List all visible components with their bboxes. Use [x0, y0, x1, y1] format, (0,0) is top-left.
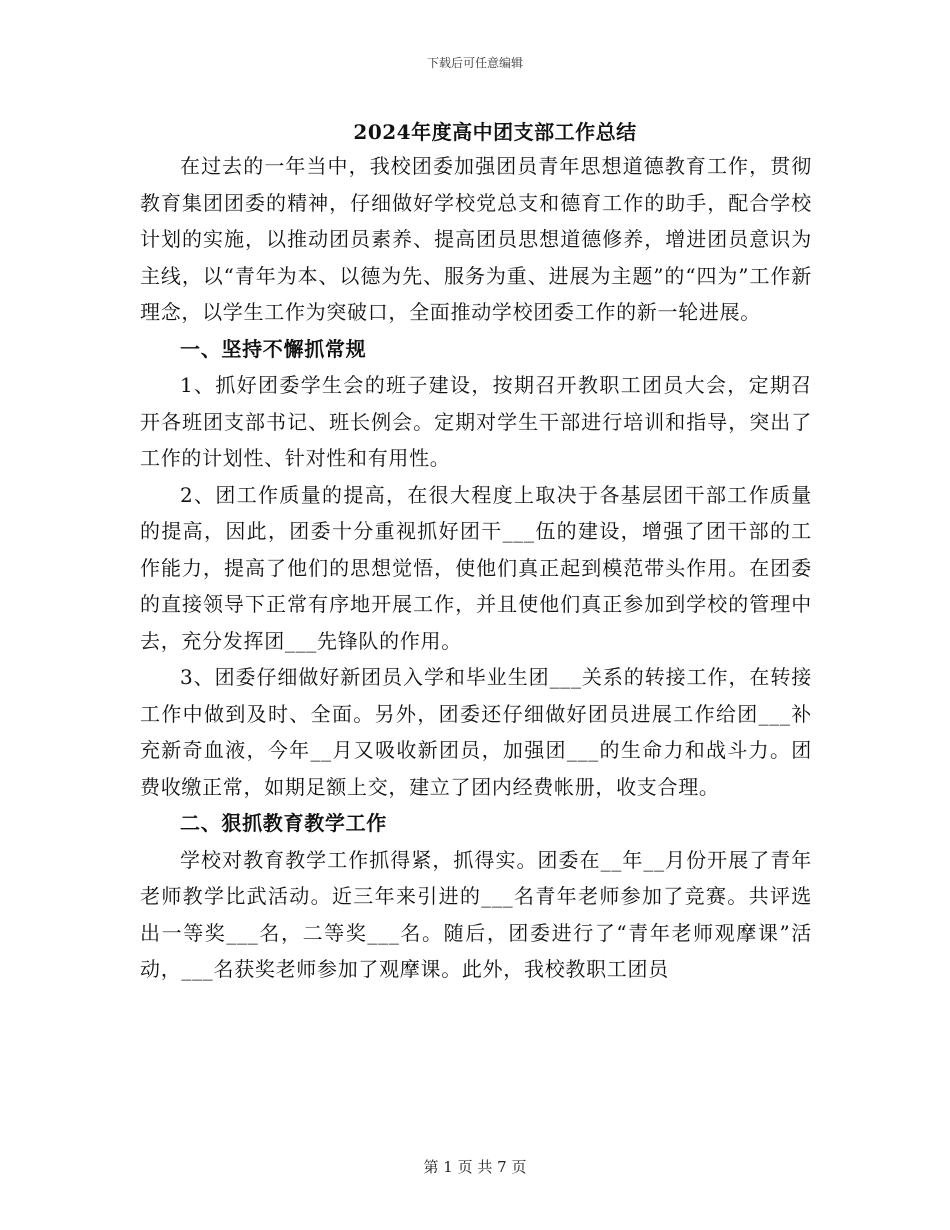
header-note: 下载后可任意编辑 — [426, 56, 523, 70]
page-number-footer: 第 1 页 共 7 页 — [423, 1158, 527, 1176]
section-1-heading: 一、坚持不懈抓常规 — [180, 336, 367, 361]
section-1-paragraph-1: 1、抓好团委学生会的班子建设，按期召开教职工团员大会，定期召开各班团支部书记、班长例会。定期对学生干部进行培训和指导，突出了工作的计划性、针对性和有用性。 — [140, 373, 812, 470]
section-1-paragraph-3: 3、团委仔细做好新团员入学和毕业生团___关系的转接工作，在转接工作中做到及时、全面。另外，团委还仔细做好团员进展工作给团___补充新奇血液，今年__月又吸收新团员，加强团___的生命力和战斗力。团费收缴正常，如期足额上交，建立了团内经费帐册，收支合理。 — [140, 665, 812, 799]
section-2-paragraph-1: 学校对教育教学工作抓得紧，抓得实。团委在__年__月份开展了青年老师教学比武活动。近三年来引进的___名青年老师参加了竞赛。共评选出一等奖___名，二等奖___名。随后，团委进行了“青年老师观摩课”活动，___名获奖老师参加了观摩课。此外，我校教职工团员 — [140, 847, 812, 981]
document-title: 2024年度高中团支部工作总结 — [353, 120, 637, 144]
section-2-heading: 二、狠抓教育教学工作 — [180, 811, 387, 835]
document-body — [140, 148, 812, 988]
section-1-paragraph-2: 2、团工作质量的提高，在很大程度上取决于各基层团干部工作质量的提高，因此，团委十分重视抓好团干___伍的建设，增强了团干部的工作能力，提高了他们的思想觉悟，使他们真正起到模范带头作用。在团委的直接领导下正常有序地开展工作，并且使他们真正参加到学校的管理中去，充分发挥团___先锋队的作用。 — [140, 482, 812, 653]
intro-paragraph: 在过去的一年当中，我校团委加强团员青年思想道德教育工作，贯彻教育集团团委的精神，仔细做好学校党总支和德育工作的助手，配合学校计划的实施，以推动团员素养、提高团员思想道德修养，增进团员意识为主线，以“青年为本、以德为先、服务为重、进展为主题”的“四为”工作新理念，以学生工作为突破口，全面推动学校团委工作的新一轮进展。 — [140, 154, 812, 324]
